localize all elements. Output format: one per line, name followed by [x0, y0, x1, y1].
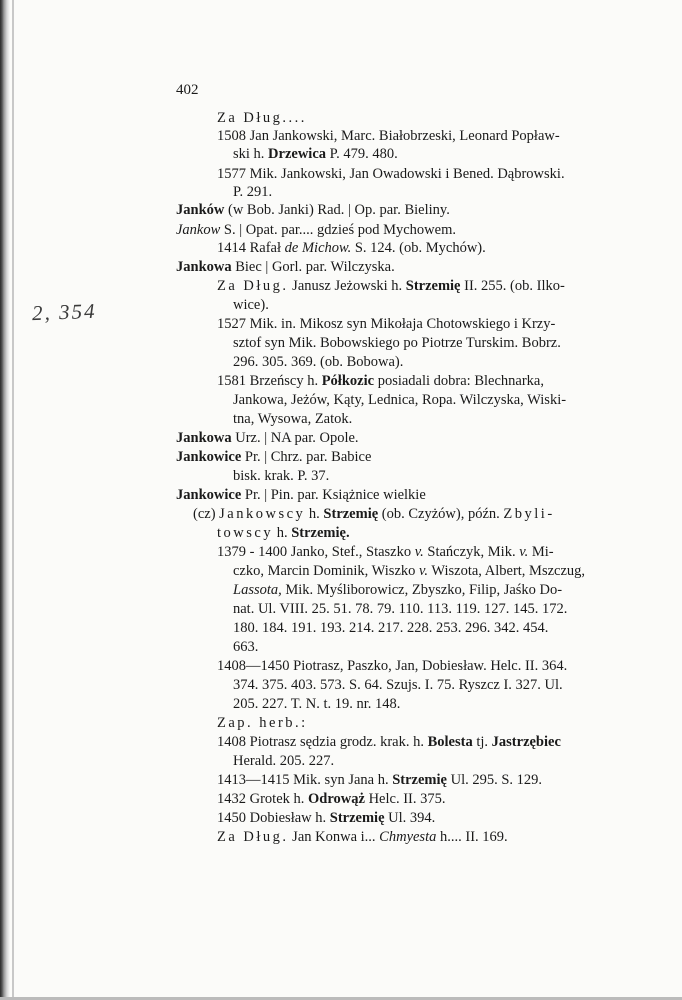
text-line [233, 334, 561, 352]
text-line [233, 695, 400, 713]
text-line [217, 372, 544, 390]
italic-text: Chmyesta [379, 829, 437, 845]
text-segment: Ul. 394. [384, 810, 436, 826]
text-line [217, 165, 565, 183]
bold-text: Jankowa [176, 430, 232, 446]
page-number: 402 [176, 82, 199, 98]
text-segment: S. | Opat. par.... gdzieś pod Mychowem. [220, 222, 456, 238]
text-segment: 1414 Rafał [217, 240, 285, 256]
text-segment: nat. Ul. VIII. 25. 51. 78. 79. 110. 113. 119. 127. 145. 172. [233, 601, 568, 617]
text-segment: 1432 Grotek h. [217, 791, 309, 807]
text-segment: Biec | Gorl. par. Wilczyska. [231, 259, 395, 275]
italic-text: Jankow [176, 222, 221, 238]
text-segment: (w Bob. Janki) Rad. | Op. par. Bieliny. [224, 202, 450, 218]
text-segment: Stańczyk, Mik. [423, 544, 520, 560]
bold-text: Jankowice [176, 449, 242, 465]
text-segment: Herald. 205. 227. [233, 753, 335, 769]
text-line [233, 562, 585, 580]
bold-text: Jankowice [176, 487, 242, 503]
text-line [233, 353, 403, 371]
text-line [233, 676, 563, 694]
page-binding-edge [0, 0, 10, 1000]
text-segment: 1527 Mik. in. Mikosz syn Mikołaja Chotowskiego i Krzy- [217, 316, 556, 332]
text-segment: Pr. | Pin. par. Książnice wielkie [241, 487, 426, 503]
text-line [217, 127, 560, 145]
text-segment: ski h. [233, 146, 269, 162]
text-segment: Wiszota, Albert, Mszczug, [428, 563, 586, 579]
spaced-text: Za Dług. [217, 278, 289, 294]
text-line [176, 221, 456, 239]
text-line [217, 109, 307, 127]
text-segment: tj. [472, 734, 492, 750]
text-line [176, 486, 426, 504]
text-segment: Pr. | Chrz. par. Babice [241, 449, 372, 465]
text-line [233, 467, 329, 485]
bold-text: Strzemię [323, 506, 379, 522]
text-line [217, 543, 554, 561]
text-line [233, 752, 334, 770]
text-line [217, 714, 308, 732]
text-segment: Janusz Jeżowski h. [288, 278, 406, 294]
text-line [233, 296, 269, 314]
italic-text: Lassota, [233, 582, 282, 598]
text-segment: tna, Wysowa, Zatok. [233, 411, 353, 427]
spaced-text: Za Dług. [217, 829, 289, 845]
text-line [176, 258, 395, 276]
text-segment: wice). [233, 297, 269, 313]
text-line [233, 600, 567, 618]
text-segment: II. 255. (ob. Ilko- [460, 278, 565, 294]
handwritten-margin-note: 2, 354 [31, 298, 97, 326]
text-segment: 1581 Brzeńscy h. [217, 373, 322, 389]
bold-text: Półkozic [321, 373, 375, 389]
text-segment: Urz. | NA par. Opole. [231, 430, 359, 446]
text-segment: 663. [233, 639, 259, 655]
text-segment: (cz) [193, 506, 220, 522]
text-segment: Mik. Myśliborowicz, Zbyszko, Filip, Jaśko Do- [281, 582, 563, 598]
bold-text: Jankowa [176, 259, 232, 275]
text-line [217, 524, 350, 542]
text-segment: 1379 - 1400 Janko, Stef., Staszko [217, 544, 415, 560]
italic-text: v. [419, 563, 429, 579]
bold-text: Bolesta [427, 734, 473, 750]
spaced-text: Zap. herb.: [217, 715, 308, 731]
spaced-text: Jankowscy [219, 506, 306, 522]
text-segment: bisk. krak. P. 37. [233, 468, 330, 484]
text-line [217, 771, 542, 789]
bold-text: Jastrzębiec [491, 734, 561, 750]
text-line [233, 581, 562, 599]
text-line [217, 828, 508, 846]
text-segment: h. [273, 525, 292, 541]
text-line [233, 619, 548, 637]
text-line [217, 733, 561, 751]
text-line [233, 638, 258, 656]
text-segment: (ob. Czyżów), późn. [378, 506, 504, 522]
text-segment: 1413—1415 Mik. syn Jana h. [217, 772, 393, 788]
bold-text: Drzewica [268, 146, 327, 162]
text-line [233, 391, 566, 409]
text-line [217, 277, 565, 295]
text-segment: 180. 184. 191. 193. 214. 217. 228. 253. 296. 342. 454. [233, 620, 549, 636]
bold-text: Strzemię [405, 278, 461, 294]
text-line [217, 239, 486, 257]
text-line [217, 315, 555, 333]
spaced-text: towscy [217, 525, 274, 541]
spaced-text: Za Dług.... [217, 110, 307, 126]
text-segment: 374. 375. 403. 573. S. 64. Szujs. I. 75. Ryszcz I. 327. Ul. [233, 677, 563, 693]
text-segment: 205. 227. T. N. t. 19. nr. 148. [233, 696, 401, 712]
text-line [217, 809, 435, 827]
bold-text: Janków [176, 202, 225, 218]
text-segment: czko, Marcin Dominik, Wiszko [233, 563, 420, 579]
text-segment: P. 291. [233, 184, 273, 200]
text-segment: 1450 Dobiesław h. [217, 810, 330, 826]
text-segment: posiadali dobra: Blechnarka, [374, 373, 544, 389]
text-segment: Ul. 295. S. 129. [446, 772, 543, 788]
text-line [193, 505, 555, 523]
text-line [233, 183, 272, 201]
italic-text: de Michow. [284, 240, 352, 256]
bold-text: Strzemię. [291, 525, 350, 541]
text-segment: sztof syn Mik. Bobowskiego po Piotrze Turskim. Bobrz. [233, 335, 561, 351]
text-segment: S. 124. (ob. Mychów). [351, 240, 486, 256]
spaced-text: Zbyli- [503, 506, 555, 522]
text-segment: h.... II. 169. [436, 829, 508, 845]
text-segment: Jan Konwa i... [288, 829, 380, 845]
italic-text: v. [414, 544, 424, 560]
text-segment: Helc. II. 375. [364, 791, 446, 807]
text-line [217, 657, 567, 675]
bold-text: Strzemię [392, 772, 447, 788]
text-segment: Jankowa, Jeżów, Kąty, Lednica, Ropa. Wilczyska, Wiski- [233, 392, 567, 408]
text-segment: 1408 Piotrasz sędzia grodz. krak. h. [217, 734, 428, 750]
text-segment: P. 479. 480. [326, 146, 398, 162]
text-line [176, 448, 371, 466]
text-segment: Mi- [528, 544, 554, 560]
text-segment: h. [305, 506, 324, 522]
text-line [233, 410, 352, 428]
bold-text: Strzemię [329, 810, 385, 826]
text-line [176, 429, 359, 447]
text-line [233, 145, 398, 163]
italic-text: v. [519, 544, 529, 560]
bold-text: Odrowąż [308, 791, 365, 807]
text-line [217, 790, 445, 808]
text-segment: 296. 305. 369. (ob. Bobowa). [233, 354, 404, 370]
text-segment: 1408—1450 Piotrasz, Paszko, Jan, Dobiesław. Helc. II. 364. [217, 658, 568, 674]
text-line [176, 201, 450, 219]
page-binding-line [12, 0, 14, 1000]
text-segment: 1508 Jan Jankowski, Marc. Białobrzeski, Leonard Popław- [217, 128, 560, 144]
text-segment: 1577 Mik. Jankowski, Jan Owadowski i Bened. Dąbrowski. [217, 166, 565, 182]
